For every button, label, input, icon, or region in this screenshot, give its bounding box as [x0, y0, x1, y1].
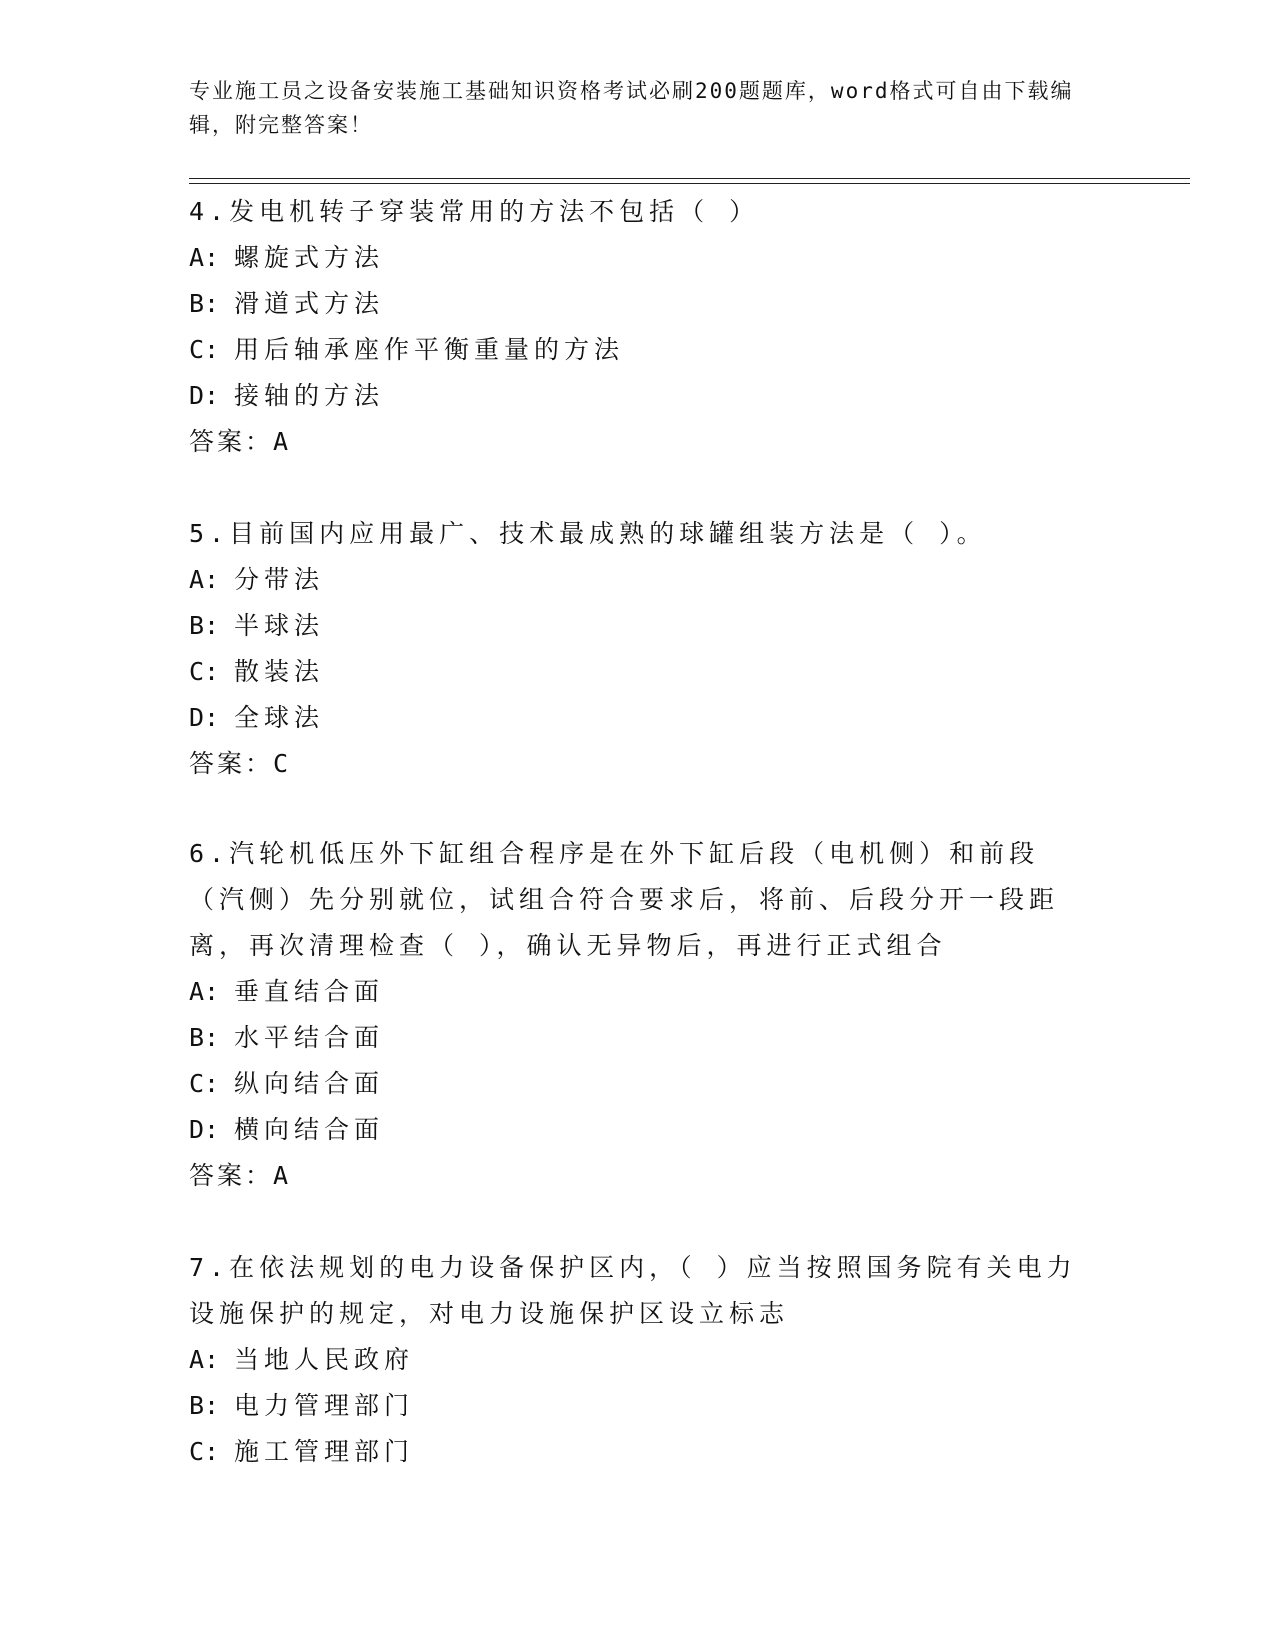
option-text: 螺旋式方法	[234, 243, 385, 272]
option-a	[189, 969, 1099, 1015]
option-b	[189, 1383, 1099, 1429]
question-block	[189, 189, 1099, 465]
question-stem: 7.在依法规划的电力设备保护区内，（ ）应当按照国务院有关电力设施保护的规定，对电力设施保护区设立标志	[189, 1253, 1077, 1328]
option-letter: C:	[189, 1437, 220, 1466]
answer-line: 答案：A	[189, 427, 292, 456]
option-text: 纵向结合面	[234, 1069, 385, 1098]
header-divider-top	[189, 178, 1190, 179]
option-text: 散装法	[234, 657, 325, 686]
option-letter: B:	[189, 611, 220, 640]
option-b	[189, 603, 1099, 649]
answer-line: 答案：A	[189, 1161, 292, 1190]
option-letter: B:	[189, 1023, 220, 1052]
option-text: 接轴的方法	[234, 381, 385, 410]
option-letter: A:	[189, 565, 220, 594]
option-c	[189, 649, 1099, 695]
option-text: 分带法	[234, 565, 325, 594]
answer-line: 答案：C	[189, 749, 292, 778]
option-text: 当地人民政府	[234, 1345, 415, 1374]
option-b	[189, 281, 1099, 327]
option-letter: B:	[189, 1391, 220, 1420]
option-letter: D:	[189, 381, 220, 410]
header-divider-bottom	[189, 183, 1190, 184]
option-d	[189, 373, 1099, 419]
option-text: 滑道式方法	[234, 289, 385, 318]
option-letter: C:	[189, 1069, 220, 1098]
option-a	[189, 235, 1099, 281]
document-header: 专业施工员之设备安装施工基础知识资格考试必刷200题题库，word格式可自由下载编辑，附完整答案！	[189, 79, 1074, 137]
option-b	[189, 1015, 1099, 1061]
option-text: 全球法	[234, 703, 325, 732]
option-letter: B:	[189, 289, 220, 318]
option-letter: D:	[189, 1115, 220, 1144]
option-c	[189, 1061, 1099, 1107]
option-a	[189, 1337, 1099, 1383]
option-letter: D:	[189, 703, 220, 732]
question-block	[189, 831, 1099, 1199]
option-a	[189, 557, 1099, 603]
option-d	[189, 1107, 1099, 1153]
option-text: 半球法	[234, 611, 325, 640]
option-letter: A:	[189, 243, 220, 272]
option-letter: C:	[189, 657, 220, 686]
option-letter: C:	[189, 335, 220, 364]
option-text: 横向结合面	[234, 1115, 385, 1144]
question-block	[189, 511, 1099, 787]
question-stem: 5.目前国内应用最广、技术最成熟的球罐组装方法是（ ）。	[189, 519, 987, 548]
question-stem: 6.汽轮机低压外下缸组合程序是在外下缸后段（电机侧）和前段（汽侧）先分别就位，试组合符合要求后，将前、后段分开一段距离，再次清理检查（ ），确认无异物后，再进行正式组合	[189, 839, 1060, 960]
option-c	[189, 327, 1099, 373]
question-stem: 4.发电机转子穿装常用的方法不包括（ ）	[189, 197, 760, 226]
option-text: 施工管理部门	[234, 1437, 415, 1466]
option-letter: A:	[189, 977, 220, 1006]
option-text: 电力管理部门	[234, 1391, 415, 1420]
option-text: 水平结合面	[234, 1023, 385, 1052]
option-d	[189, 695, 1099, 741]
option-text: 垂直结合面	[234, 977, 385, 1006]
question-block	[189, 1245, 1099, 1475]
option-text: 用后轴承座作平衡重量的方法	[234, 335, 625, 364]
option-letter: A:	[189, 1345, 220, 1374]
option-c	[189, 1429, 1099, 1475]
